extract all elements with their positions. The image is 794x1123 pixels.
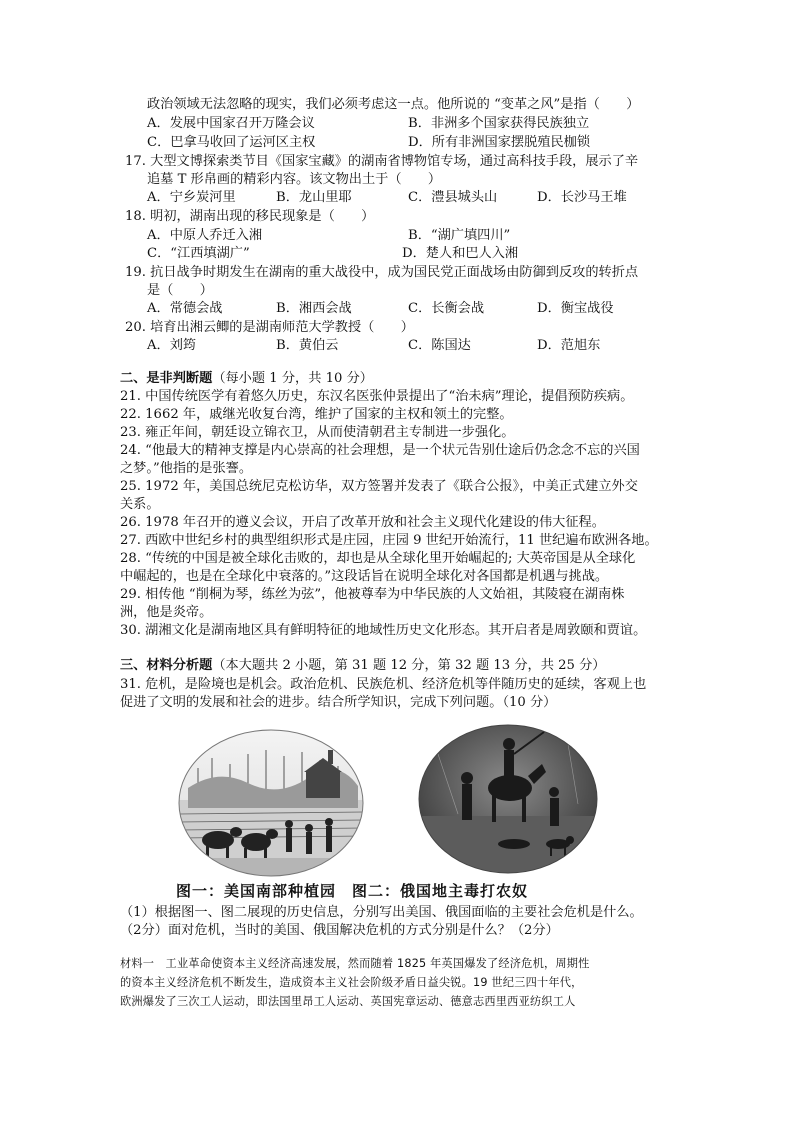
q16-option-d: D．所有非洲国家摆脱殖民枷锁 <box>408 135 591 150</box>
judge-item-22: 22. 1662 年，戚继光收复台湾，维护了国家的主权和领土的完整。 <box>120 407 513 422</box>
q18-stem: 18. 明初，湖南出现的移民现象是（ ） <box>125 209 375 224</box>
judge-item-27: 27. 西欧中世纪乡村的典型组织形式是庄园，庄园 9 世纪开始流行，11 世纪遍布欧洲各地。 <box>120 533 658 548</box>
q19-option-a: A．常德会战 <box>147 301 223 316</box>
material1-line3: 欧洲爆发了三次工人运动，即法国里昂工人运动、英国宪章运动、德意志西里西亚纺织工人 <box>120 995 576 1008</box>
section3-heading <box>120 657 605 675</box>
q31-sub1-line2: （2分）面对危机，当时的美国、俄国解决危机的方式分别是什么？（2分） <box>120 923 559 938</box>
q17-option-b: B．龙山里耶 <box>276 190 352 205</box>
q18-option-a: A．中原人乔迁入湘 <box>147 228 263 243</box>
q31-sub1-line1: （1）根据图一、图二展现的历史信息，分别写出美国、俄国面临的主要社会危机是什么。 <box>120 905 643 920</box>
section2-note: （每小题 1 分，共 10 分） <box>212 371 373 386</box>
q17-stem-line2: 追墓 T 形帛画的精彩内容。该文物出土于（ ） <box>147 172 442 187</box>
judge-item-30: 30. 湖湘文化是湖南地区具有鲜明特征的地域性历史文化形态。其开启者是周敦颐和贾谊。 <box>120 623 647 638</box>
judge-item-24-line1: 24. “他最大的精神支撑是内心崇高的社会理想，是一个状元告别仕途后仍念念不忘的兴国 <box>120 443 640 458</box>
q20-option-d: D．范旭东 <box>537 338 601 353</box>
q19-option-d: D．衡宝战役 <box>537 301 614 316</box>
judge-item-29-line1: 29. 相传他 “削桐为琴，练丝为弦”，他被尊奉为中华民族的人文始祖，其陵寝在湖南株 <box>120 587 625 602</box>
q17-stem-line1: 17. 大型文博探索类节目《国家宝藏》的湖南省博物馆专场，通过高科技手段，展示了辛 <box>125 154 639 169</box>
q19-option-c: C．长衡会战 <box>408 301 485 316</box>
q18-option-b: B．“湖广填四川” <box>408 228 511 243</box>
section2-title: 二、是非判断题 <box>120 371 213 386</box>
judge-item-23: 23. 雍正年间，朝廷设立锦衣卫，从而使清朝君主专制进一步强化。 <box>120 425 515 440</box>
q17-option-a: A．宁乡炭河里 <box>147 190 236 205</box>
q16-option-a: A．发展中国家召开万隆会议 <box>147 116 315 131</box>
q19-stem-line1: 19. 抗日战争时期发生在湖南的重大战役中，成为国民党正面战场由防御到反攻的转折点 <box>125 265 639 280</box>
judge-item-21: 21. 中国传统医学有着悠久历史，东汉名医张仲景提出了“治未病”理论，提倡预防疾病。 <box>120 389 634 404</box>
judge-item-25-line2: 关系。 <box>120 497 160 512</box>
judge-item-25-line1: 25. 1972 年，美国总统尼克松访华，双方签署并发表了《联合公报》，中美正式建立外交 <box>120 479 638 494</box>
judge-item-24-line2: 之梦。”他指的是张謇。 <box>120 461 253 476</box>
material1-line1: 材料一 工业革命使资本主义经济高速发展，然而随着 1825 年英国爆发了经济危机，周期性 <box>120 957 590 970</box>
section2-heading <box>120 370 373 388</box>
section3-note: （本大题共 2 小题，第 31 题 12 分，第 32 题 13 分，共 25 分） <box>212 658 606 673</box>
q31-stem-line1: 31. 危机，是险境也是机会。政治危机、民族危机、经济危机等伴随历史的延续，客观上也 <box>120 677 647 692</box>
q19-stem-line2: 是（ ） <box>147 283 213 298</box>
judge-item-28-line1: 28. “传统的中国是被全球化击败的，却也是从全球化里开始崛起的; 大英帝国是从全球化 <box>120 551 636 566</box>
judge-item-28-line2: 中崛起的，也是在全球化中衰落的。”这段话旨在说明全球化对各国都是机遇与挑战。 <box>120 569 609 584</box>
q19-option-b: B．湘西会战 <box>276 301 352 316</box>
q16-option-b: B．非洲多个国家获得民族独立 <box>408 116 590 131</box>
q18-option-d: D．楚人和巴人入湘 <box>402 246 519 261</box>
q16-option-c: C．巴拿马收回了运河区主权 <box>147 135 316 150</box>
figure2-serf-beating-image <box>418 724 598 874</box>
material1-line2: 的资本主义经济危机不断发生，造成资本主义社会阶级矛盾日益尖锐。19 世纪三四十年代， <box>120 976 583 989</box>
q31-stem-line2: 促进了文明的发展和社会的进步。结合所学知识，完成下列问题。（10 分） <box>120 695 557 710</box>
figure1-plantation-image <box>178 728 364 878</box>
judge-item-29-line2: 洲，他是炎帝。 <box>120 605 213 620</box>
q17-option-c: C．澧县城头山 <box>408 190 498 205</box>
judge-item-26: 26. 1978 年召开的遵义会议，开启了改革开放和社会主义现代化建设的伟大征程。 <box>120 515 605 530</box>
q20-option-a: A．刘筠 <box>147 338 197 353</box>
q16-stem-tail: 政治领域无法忽略的现实，我们必须考虑这一点。他所说的 “变革之风”是指（ ） <box>147 97 640 112</box>
q17-option-d: D．长沙马王堆 <box>537 190 627 205</box>
section3-title: 三、材料分析题 <box>120 658 213 673</box>
q18-option-c: C．“江西填湖广” <box>147 246 250 261</box>
figures-caption: 图一：美国南部种植园 图二：俄国地主毒打农奴 <box>176 882 529 900</box>
q20-option-b: B．黄伯云 <box>276 338 339 353</box>
q20-stem: 20. 培育出湘云鲫的是湖南师范大学教授（ ） <box>125 320 414 335</box>
q20-option-c: C．陈国达 <box>408 338 471 353</box>
